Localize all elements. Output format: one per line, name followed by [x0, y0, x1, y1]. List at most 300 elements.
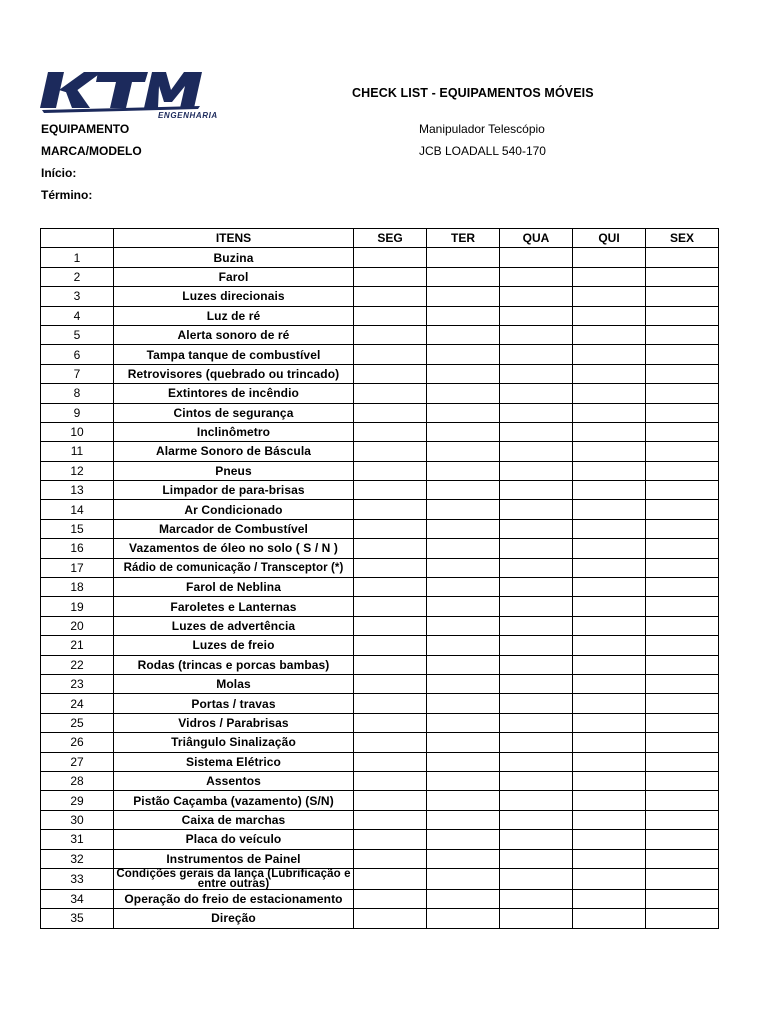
check-cell-qui[interactable] — [573, 674, 646, 693]
row-item: Limpador de para-brisas — [114, 481, 354, 500]
row-number: 21 — [41, 636, 114, 655]
check-cell-ter[interactable] — [427, 713, 500, 732]
check-cell-seg[interactable] — [354, 889, 427, 908]
check-cell-ter[interactable] — [427, 868, 500, 889]
check-cell-ter[interactable] — [427, 752, 500, 771]
row-item: Luzes direcionais — [114, 287, 354, 306]
check-cell-qui[interactable] — [573, 694, 646, 713]
row-number: 28 — [41, 771, 114, 790]
check-cell-qua[interactable] — [500, 889, 573, 908]
table-row — [41, 578, 719, 597]
check-cell-qua[interactable] — [500, 636, 573, 655]
check-cell-seg[interactable] — [354, 519, 427, 538]
check-cell-seg[interactable] — [354, 539, 427, 558]
table-row — [41, 306, 719, 325]
row-item: Rádio de comunicação / Transceptor (*) — [114, 558, 354, 577]
row-number: 29 — [41, 791, 114, 810]
row-number: 2 — [41, 267, 114, 286]
check-cell-seg[interactable] — [354, 636, 427, 655]
check-cell-qua[interactable] — [500, 849, 573, 868]
check-cell-sex[interactable] — [646, 597, 719, 616]
table-row — [41, 655, 719, 674]
check-cell-sex[interactable] — [646, 325, 719, 344]
document-title: CHECK LIST - EQUIPAMENTOS MÓVEIS — [352, 86, 594, 100]
check-cell-qua[interactable] — [500, 558, 573, 577]
check-cell-sex[interactable] — [646, 306, 719, 325]
check-cell-seg[interactable] — [354, 830, 427, 849]
check-cell-sex[interactable] — [646, 364, 719, 383]
row-item: Portas / travas — [114, 694, 354, 713]
column-header-qua: QUA — [500, 229, 573, 248]
table-row — [41, 791, 719, 810]
check-cell-qui[interactable] — [573, 791, 646, 810]
row-number: 10 — [41, 422, 114, 441]
row-number: 25 — [41, 713, 114, 732]
row-item: Direção — [114, 909, 354, 928]
check-cell-qui[interactable] — [573, 849, 646, 868]
check-cell-qua[interactable] — [500, 384, 573, 403]
equipamento-value: Manipulador Telescópio — [419, 122, 545, 136]
check-cell-qua[interactable] — [500, 578, 573, 597]
check-cell-qui[interactable] — [573, 889, 646, 908]
check-cell-sex[interactable] — [646, 616, 719, 635]
check-cell-qua[interactable] — [500, 733, 573, 752]
check-cell-ter[interactable] — [427, 384, 500, 403]
table-header-row — [41, 229, 719, 248]
check-cell-ter[interactable] — [427, 849, 500, 868]
row-item: Luzes de freio — [114, 636, 354, 655]
row-number: 30 — [41, 810, 114, 829]
check-cell-seg[interactable] — [354, 849, 427, 868]
check-cell-sex[interactable] — [646, 461, 719, 480]
check-cell-qua[interactable] — [500, 481, 573, 500]
check-cell-qua[interactable] — [500, 306, 573, 325]
table-row — [41, 597, 719, 616]
row-number: 13 — [41, 481, 114, 500]
check-cell-seg[interactable] — [354, 674, 427, 693]
check-cell-seg[interactable] — [354, 771, 427, 790]
check-cell-ter[interactable] — [427, 597, 500, 616]
table-row — [41, 694, 719, 713]
row-number: 18 — [41, 578, 114, 597]
termino-label: Término: — [41, 188, 93, 202]
check-cell-seg[interactable] — [354, 909, 427, 928]
check-cell-sex[interactable] — [646, 248, 719, 267]
check-cell-seg[interactable] — [354, 461, 427, 480]
row-item: Faroletes e Lanternas — [114, 597, 354, 616]
column-header-itens: ITENS — [114, 229, 354, 248]
row-item: Vidros / Parabrisas — [114, 713, 354, 732]
checklist-body — [41, 248, 719, 928]
check-cell-ter[interactable] — [427, 889, 500, 908]
check-cell-qui[interactable] — [573, 364, 646, 383]
check-cell-qui[interactable] — [573, 345, 646, 364]
check-cell-sex[interactable] — [646, 287, 719, 306]
check-cell-qua[interactable] — [500, 403, 573, 422]
check-cell-ter[interactable] — [427, 616, 500, 635]
check-cell-ter[interactable] — [427, 287, 500, 306]
row-item: Farol — [114, 267, 354, 286]
row-number: 5 — [41, 325, 114, 344]
check-cell-qua[interactable] — [500, 655, 573, 674]
check-cell-sex[interactable] — [646, 713, 719, 732]
check-cell-seg[interactable] — [354, 384, 427, 403]
check-cell-seg[interactable] — [354, 868, 427, 889]
row-number: 27 — [41, 752, 114, 771]
check-cell-ter[interactable] — [427, 578, 500, 597]
check-cell-sex[interactable] — [646, 868, 719, 889]
check-cell-qua[interactable] — [500, 909, 573, 928]
table-row — [41, 713, 719, 732]
table-row — [41, 771, 719, 790]
check-cell-seg[interactable] — [354, 325, 427, 344]
column-header-ter: TER — [427, 229, 500, 248]
row-number: 22 — [41, 655, 114, 674]
check-cell-qua[interactable] — [500, 422, 573, 441]
check-cell-qua[interactable] — [500, 500, 573, 519]
check-cell-seg[interactable] — [354, 578, 427, 597]
check-cell-qui[interactable] — [573, 558, 646, 577]
row-number: 14 — [41, 500, 114, 519]
table-row — [41, 616, 719, 635]
check-cell-sex[interactable] — [646, 849, 719, 868]
row-number: 32 — [41, 849, 114, 868]
check-cell-sex[interactable] — [646, 500, 719, 519]
row-item: Sistema Elétrico — [114, 752, 354, 771]
table-row — [41, 364, 719, 383]
check-cell-qua[interactable] — [500, 461, 573, 480]
row-number: 33 — [41, 868, 114, 889]
row-item: Assentos — [114, 771, 354, 790]
row-number: 17 — [41, 558, 114, 577]
check-cell-ter[interactable] — [427, 771, 500, 790]
check-cell-seg[interactable] — [354, 616, 427, 635]
check-cell-sex[interactable] — [646, 539, 719, 558]
row-item: Triângulo Sinalização — [114, 733, 354, 752]
table-row — [41, 442, 719, 461]
check-cell-sex[interactable] — [646, 655, 719, 674]
check-cell-sex[interactable] — [646, 791, 719, 810]
check-cell-qua[interactable] — [500, 345, 573, 364]
check-cell-sex[interactable] — [646, 519, 719, 538]
row-item: Retrovisores (quebrado ou trincado) — [114, 364, 354, 383]
check-cell-qui[interactable] — [573, 287, 646, 306]
check-cell-ter[interactable] — [427, 345, 500, 364]
check-cell-ter[interactable] — [427, 519, 500, 538]
row-number: 7 — [41, 364, 114, 383]
check-cell-sex[interactable] — [646, 733, 719, 752]
check-cell-qui[interactable] — [573, 461, 646, 480]
check-cell-qui[interactable] — [573, 578, 646, 597]
check-cell-sex[interactable] — [646, 810, 719, 829]
table-row — [41, 287, 719, 306]
check-cell-ter[interactable] — [427, 422, 500, 441]
row-item: Farol de Neblina — [114, 578, 354, 597]
row-number: 31 — [41, 830, 114, 849]
check-cell-seg[interactable] — [354, 248, 427, 267]
table-row — [41, 384, 719, 403]
row-item: Alarme Sonoro de Báscula — [114, 442, 354, 461]
row-item: Luz de ré — [114, 306, 354, 325]
check-cell-qua[interactable] — [500, 325, 573, 344]
check-cell-qui[interactable] — [573, 655, 646, 674]
check-cell-qua[interactable] — [500, 674, 573, 693]
check-cell-qua[interactable] — [500, 442, 573, 461]
row-item: Marcador de Combustível — [114, 519, 354, 538]
check-cell-ter[interactable] — [427, 267, 500, 286]
check-cell-qui[interactable] — [573, 830, 646, 849]
row-item: Instrumentos de Painel — [114, 849, 354, 868]
check-cell-qua[interactable] — [500, 267, 573, 286]
check-cell-ter[interactable] — [427, 500, 500, 519]
check-cell-qua[interactable] — [500, 364, 573, 383]
row-number: 35 — [41, 909, 114, 928]
check-cell-sex[interactable] — [646, 558, 719, 577]
check-cell-qua[interactable] — [500, 694, 573, 713]
marca-modelo-label: MARCA/MODELO — [41, 144, 142, 158]
check-cell-qui[interactable] — [573, 752, 646, 771]
table-row — [41, 422, 719, 441]
column-header-qui: QUI — [573, 229, 646, 248]
check-cell-qui[interactable] — [573, 539, 646, 558]
check-cell-ter[interactable] — [427, 674, 500, 693]
row-number: 4 — [41, 306, 114, 325]
row-number: 19 — [41, 597, 114, 616]
check-cell-ter[interactable] — [427, 636, 500, 655]
table-row — [41, 909, 719, 928]
check-cell-sex[interactable] — [646, 909, 719, 928]
check-cell-sex[interactable] — [646, 694, 719, 713]
check-cell-qui[interactable] — [573, 306, 646, 325]
check-cell-sex[interactable] — [646, 384, 719, 403]
check-cell-seg[interactable] — [354, 287, 427, 306]
check-cell-qua[interactable] — [500, 868, 573, 889]
check-cell-qua[interactable] — [500, 287, 573, 306]
row-number: 3 — [41, 287, 114, 306]
check-cell-ter[interactable] — [427, 325, 500, 344]
check-cell-sex[interactable] — [646, 442, 719, 461]
check-cell-ter[interactable] — [427, 248, 500, 267]
inicio-label: Início: — [41, 166, 77, 180]
checklist-table — [40, 228, 719, 929]
check-cell-seg[interactable] — [354, 267, 427, 286]
check-cell-ter[interactable] — [427, 306, 500, 325]
table-row — [41, 345, 719, 364]
row-item: Inclinômetro — [114, 422, 354, 441]
row-number: 20 — [41, 616, 114, 635]
row-item: Buzina — [114, 248, 354, 267]
check-cell-qui[interactable] — [573, 325, 646, 344]
row-item: Ar Condicionado — [114, 500, 354, 519]
row-item: Vazamentos de óleo no solo ( S / N ) — [114, 539, 354, 558]
table-row — [41, 519, 719, 538]
check-cell-qua[interactable] — [500, 713, 573, 732]
table-row — [41, 558, 719, 577]
table-row — [41, 403, 719, 422]
column-header-seg: SEG — [354, 229, 427, 248]
row-number: 12 — [41, 461, 114, 480]
table-row — [41, 539, 719, 558]
check-cell-seg[interactable] — [354, 713, 427, 732]
row-number: 11 — [41, 442, 114, 461]
check-cell-sex[interactable] — [646, 752, 719, 771]
row-item: Condições gerais da lança (Lubrificação e entre outras) — [114, 868, 354, 889]
check-cell-seg[interactable] — [354, 655, 427, 674]
row-number: 15 — [41, 519, 114, 538]
check-cell-qui[interactable] — [573, 267, 646, 286]
table-row — [41, 830, 719, 849]
check-cell-ter[interactable] — [427, 461, 500, 480]
check-cell-qua[interactable] — [500, 248, 573, 267]
table-row — [41, 267, 719, 286]
check-cell-qui[interactable] — [573, 481, 646, 500]
table-row — [41, 810, 719, 829]
table-row — [41, 636, 719, 655]
check-cell-qui[interactable] — [573, 384, 646, 403]
check-cell-qui[interactable] — [573, 868, 646, 889]
check-cell-qua[interactable] — [500, 791, 573, 810]
table-row — [41, 500, 719, 519]
check-cell-qui[interactable] — [573, 442, 646, 461]
row-item: Cintos de segurança — [114, 403, 354, 422]
row-number: 9 — [41, 403, 114, 422]
check-cell-sex[interactable] — [646, 889, 719, 908]
check-cell-qui[interactable] — [573, 616, 646, 635]
check-cell-qui[interactable] — [573, 248, 646, 267]
check-cell-sex[interactable] — [646, 674, 719, 693]
row-item: Tampa tanque de combustível — [114, 345, 354, 364]
check-cell-ter[interactable] — [427, 364, 500, 383]
check-cell-sex[interactable] — [646, 422, 719, 441]
table-row — [41, 868, 719, 889]
check-cell-qui[interactable] — [573, 519, 646, 538]
check-cell-qua[interactable] — [500, 597, 573, 616]
check-cell-sex[interactable] — [646, 771, 719, 790]
row-item: Pistão Caçamba (vazamento) (S/N) — [114, 791, 354, 810]
check-cell-qui[interactable] — [573, 500, 646, 519]
check-cell-qui[interactable] — [573, 636, 646, 655]
check-cell-ter[interactable] — [427, 810, 500, 829]
check-cell-qui[interactable] — [573, 713, 646, 732]
check-cell-ter[interactable] — [427, 909, 500, 928]
table-row — [41, 248, 719, 267]
svg-text:ENGENHARIA: ENGENHARIA — [158, 111, 218, 120]
check-cell-seg[interactable] — [354, 752, 427, 771]
row-item: Rodas (trincas e porcas bambas) — [114, 655, 354, 674]
check-cell-seg[interactable] — [354, 500, 427, 519]
check-cell-ter[interactable] — [427, 442, 500, 461]
check-cell-sex[interactable] — [646, 578, 719, 597]
check-cell-ter[interactable] — [427, 830, 500, 849]
check-cell-sex[interactable] — [646, 345, 719, 364]
row-number: 34 — [41, 889, 114, 908]
row-item: Placa do veículo — [114, 830, 354, 849]
check-cell-sex[interactable] — [646, 267, 719, 286]
table-row — [41, 461, 719, 480]
check-cell-qui[interactable] — [573, 810, 646, 829]
check-cell-ter[interactable] — [427, 539, 500, 558]
row-number: 16 — [41, 539, 114, 558]
row-number: 1 — [41, 248, 114, 267]
check-cell-qua[interactable] — [500, 752, 573, 771]
row-item: Molas — [114, 674, 354, 693]
check-cell-qua[interactable] — [500, 830, 573, 849]
check-cell-seg[interactable] — [354, 306, 427, 325]
row-number: 24 — [41, 694, 114, 713]
check-cell-qui[interactable] — [573, 597, 646, 616]
row-item: Luzes de advertência — [114, 616, 354, 635]
check-cell-sex[interactable] — [646, 481, 719, 500]
row-number: 8 — [41, 384, 114, 403]
check-cell-sex[interactable] — [646, 636, 719, 655]
row-number: 23 — [41, 674, 114, 693]
check-cell-qua[interactable] — [500, 519, 573, 538]
check-cell-seg[interactable] — [354, 558, 427, 577]
check-cell-seg[interactable] — [354, 810, 427, 829]
equipamento-label: EQUIPAMENTO — [41, 122, 130, 136]
table-row — [41, 752, 719, 771]
check-cell-seg[interactable] — [354, 345, 427, 364]
table-row — [41, 849, 719, 868]
check-cell-seg[interactable] — [354, 597, 427, 616]
check-cell-seg[interactable] — [354, 481, 427, 500]
check-cell-ter[interactable] — [427, 733, 500, 752]
check-cell-sex[interactable] — [646, 403, 719, 422]
check-cell-sex[interactable] — [646, 830, 719, 849]
check-cell-ter[interactable] — [427, 558, 500, 577]
check-cell-seg[interactable] — [354, 403, 427, 422]
ktm-logo-icon — [40, 70, 218, 120]
check-cell-qua[interactable] — [500, 810, 573, 829]
check-cell-seg[interactable] — [354, 733, 427, 752]
row-item: Pneus — [114, 461, 354, 480]
table-row — [41, 889, 719, 908]
check-cell-ter[interactable] — [427, 694, 500, 713]
check-cell-seg[interactable] — [354, 364, 427, 383]
check-cell-seg[interactable] — [354, 694, 427, 713]
check-cell-ter[interactable] — [427, 403, 500, 422]
check-cell-qui[interactable] — [573, 909, 646, 928]
table-row — [41, 481, 719, 500]
check-cell-qui[interactable] — [573, 733, 646, 752]
check-cell-qua[interactable] — [500, 771, 573, 790]
row-item: Extintores de incêndio — [114, 384, 354, 403]
check-cell-qua[interactable] — [500, 616, 573, 635]
check-cell-ter[interactable] — [427, 791, 500, 810]
row-item: Caixa de marchas — [114, 810, 354, 829]
table-row — [41, 325, 719, 344]
row-number: 6 — [41, 345, 114, 364]
check-cell-ter[interactable] — [427, 655, 500, 674]
check-cell-qui[interactable] — [573, 771, 646, 790]
row-item: Alerta sonoro de ré — [114, 325, 354, 344]
check-cell-qua[interactable] — [500, 539, 573, 558]
check-cell-seg[interactable] — [354, 442, 427, 461]
row-item: Operação do freio de estacionamento — [114, 889, 354, 908]
row-number: 26 — [41, 733, 114, 752]
marca-modelo-value: JCB LOADALL 540-170 — [419, 144, 546, 158]
check-cell-qui[interactable] — [573, 422, 646, 441]
check-cell-qui[interactable] — [573, 403, 646, 422]
check-cell-seg[interactable] — [354, 791, 427, 810]
check-cell-ter[interactable] — [427, 481, 500, 500]
column-header-sex: SEX — [646, 229, 719, 248]
company-logo — [40, 70, 218, 120]
table-row — [41, 733, 719, 752]
table-row — [41, 674, 719, 693]
column-header-number — [41, 229, 114, 248]
check-cell-seg[interactable] — [354, 422, 427, 441]
